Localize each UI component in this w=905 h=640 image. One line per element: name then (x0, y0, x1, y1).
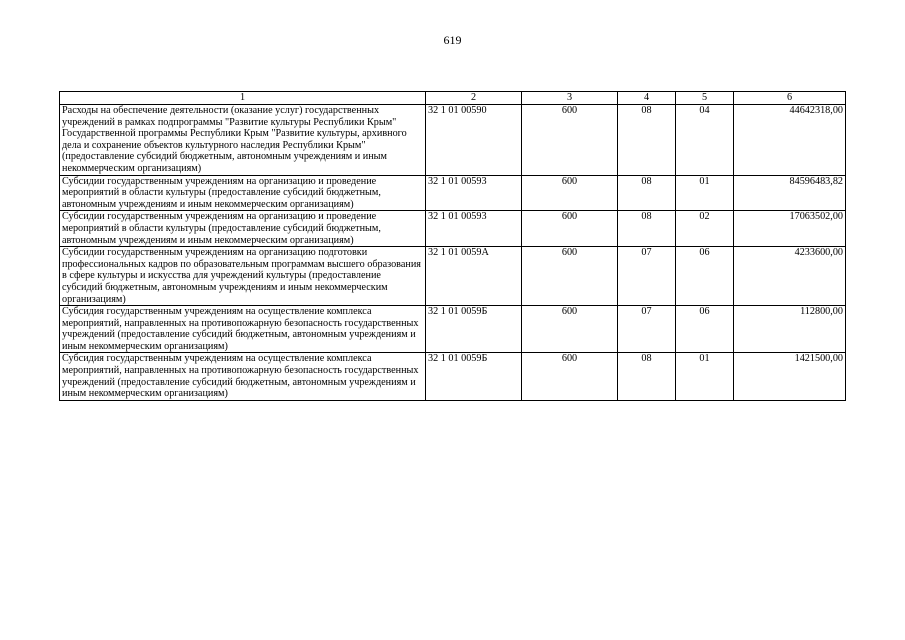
expense-type-code: 600 (522, 247, 618, 306)
expense-type-code: 600 (522, 353, 618, 400)
amount-value: 4233600,00 (734, 247, 846, 306)
table-row (60, 353, 846, 400)
amount-value: 17063502,00 (734, 211, 846, 247)
section-code: 07 (618, 247, 676, 306)
expense-name: Субсидия государственным учреждениям на осуществление комплекса мероприятий, направленных на противопожарную безопасность государственных учреждений (предоставление субсидий бюджетным, автономным учреждениям и иным некоммерческим организациям) (60, 306, 426, 353)
table-row (60, 247, 846, 306)
table-row (60, 306, 846, 353)
expense-type-code: 600 (522, 175, 618, 211)
table-row (60, 105, 846, 176)
amount-value: 84596483,82 (734, 175, 846, 211)
subsection-code: 01 (676, 353, 734, 400)
section-code: 08 (618, 353, 676, 400)
table-header-row (60, 92, 846, 105)
section-code: 08 (618, 175, 676, 211)
target-code: 32 1 01 0059Б (426, 353, 522, 400)
expense-type-code: 600 (522, 306, 618, 353)
expense-name: Субсидии государственным учреждениям на организацию и проведение мероприятий в области культуры (предоставление субсидий бюджетным, автономным учреждениям и иным некоммерческим организациям) (60, 175, 426, 211)
target-code: 32 1 01 0059Б (426, 306, 522, 353)
table-row (60, 175, 846, 211)
column-header: 3 (522, 92, 618, 105)
subsection-code: 06 (676, 247, 734, 306)
subsection-code: 04 (676, 105, 734, 176)
budget-table (59, 91, 846, 401)
target-code: 32 1 01 00590 (426, 105, 522, 176)
expense-type-code: 600 (522, 211, 618, 247)
column-header: 4 (618, 92, 676, 105)
target-code: 32 1 01 00593 (426, 175, 522, 211)
subsection-code: 01 (676, 175, 734, 211)
section-code: 07 (618, 306, 676, 353)
target-code: 32 1 01 0059А (426, 247, 522, 306)
expense-name: Субсидии государственным учреждениям на организацию и проведение мероприятий в области культуры (предоставление субсидий бюджетным, автономным учреждениям и иным некоммерческим организациям) (60, 211, 426, 247)
table-row (60, 211, 846, 247)
subsection-code: 02 (676, 211, 734, 247)
amount-value: 112800,00 (734, 306, 846, 353)
expense-name: Расходы на обеспечение деятельности (оказание услуг) государственных учреждений в рамках подпрограммы "Развитие культуры Республики Крым" Государственной программы Республики Крым "Развитие культуры, архивного дела и сохранение объектов культурного наследия Республики Крым" (предоставление субсидий бюджетным, автономным учреждениям и иным некоммерческим организациям) (60, 105, 426, 176)
page-number: 619 (443, 33, 462, 47)
column-header: 1 (60, 92, 426, 105)
amount-value: 1421500,00 (734, 353, 846, 400)
expense-name: Субсидии государственным учреждениям на организацию подготовки профессиональных кадров по образовательным программам высшего образования в сфере культуры и искусства для учреждений культуры (предоставление субсидий бюджетным, автономным учреждениям и иным некоммерческим организациям) (60, 247, 426, 306)
column-header: 2 (426, 92, 522, 105)
column-header: 6 (734, 92, 846, 105)
subsection-code: 06 (676, 306, 734, 353)
section-code: 08 (618, 105, 676, 176)
target-code: 32 1 01 00593 (426, 211, 522, 247)
expense-name: Субсидия государственным учреждениям на осуществление комплекса мероприятий, направленных на противопожарную безопасность государственных учреждений (предоставление субсидий бюджетным, автономным учреждениям и иным некоммерческим организациям) (60, 353, 426, 400)
column-header: 5 (676, 92, 734, 105)
expense-type-code: 600 (522, 105, 618, 176)
section-code: 08 (618, 211, 676, 247)
amount-value: 44642318,00 (734, 105, 846, 176)
